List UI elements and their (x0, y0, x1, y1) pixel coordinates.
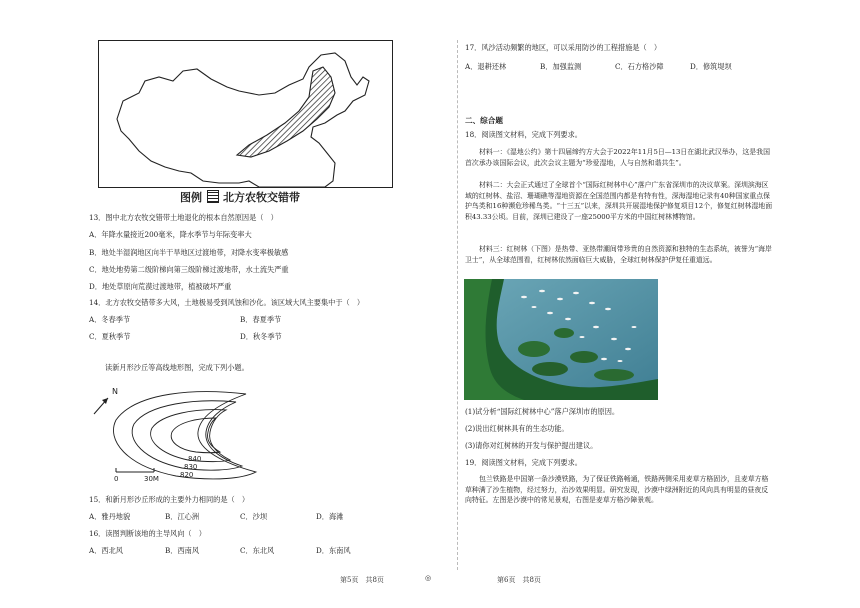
farming-pastoral-map (98, 40, 393, 188)
contour-drawing (86, 380, 276, 486)
hatch-swatch-icon (207, 190, 219, 203)
q14-option-d[interactable]: D．秋冬季节 (240, 332, 282, 341)
contour-label-830: 830 (184, 463, 198, 471)
q17-option-a[interactable]: A．退耕还林 (465, 62, 507, 71)
q16-stem: 16．读图判断该地的主导风向（ ） (89, 529, 206, 538)
farming-pastoral-belt (237, 67, 335, 157)
q15-option-b[interactable]: B．江心洲 (165, 512, 200, 521)
legend-label: 北方农牧交错带 (223, 191, 300, 204)
q15-option-c[interactable]: C．沙坝 (240, 512, 268, 521)
dune-intro: 读新月形沙丘等高线地形图，完成下列小题。 (105, 363, 249, 372)
q14-option-b[interactable]: B．春夏季节 (240, 315, 282, 324)
scale-start: 0 (114, 475, 119, 483)
q18-requirement-1: (1)试分析“国际红树林中心”落户深圳市的原因。 (465, 407, 620, 416)
q18-material-1: 材料一：《湿地公约》第十四届缔约方大会于2022年11月5日—13日在湖北武汉举办，这是我国首次承办该国际会议，此次会议主题为“珍爱湿地，人与自然和谐共生”。 (465, 148, 770, 167)
footer-right-page: 第6页 共8页 (497, 576, 541, 584)
q14-stem: 14．北方农牧交错带多大风，土地极易受到风蚀和沙化。该区域大风主要集中于（ ） (89, 298, 365, 307)
map-legend (180, 189, 300, 205)
q15-option-a[interactable]: A．雅丹地貌 (89, 512, 131, 521)
q19-stem: 19．阅读图文材料，完成下列要求。 (465, 458, 582, 467)
q16-option-c[interactable]: C．东北风 (240, 546, 275, 555)
column-divider (457, 40, 458, 570)
q14-option-a[interactable]: A．冬春季节 (89, 315, 131, 324)
q13-option-d[interactable]: D．地处草原向荒漠过渡地带，植被破坏严重 (89, 282, 232, 291)
q17-option-b[interactable]: B．加强监测 (540, 62, 582, 71)
q18-material-2: 材料二：大会正式通过了全球首个“国际红树林中心”落户广东省深圳市的决议草案。深圳滨海区域的红树林、盐沼、珊瑚礁等湿地资源在全国范围内都是有特有性，深海湿地记录有40种国家重点保护鸟类和16种濒危珍稀鸟类。“十三五”以来，深圳共开展湿地保护修复项目12个，修复红树林湿地面积43.33公顷。目前，深圳已建设了一座25000平方米的中国红树林博物馆。 (465, 181, 773, 221)
contour-label-840: 840 (188, 455, 202, 463)
q16-option-a[interactable]: A．西北风 (89, 546, 123, 555)
q13-stem: 13．图中北方农牧交错带土地退化的根本自然原因是（ ） (89, 213, 278, 222)
q13-option-b[interactable]: B．地处半湿润地区向半干旱地区过渡地带，对降水变率极敏感 (89, 248, 289, 257)
mangrove-illustration (464, 279, 658, 400)
q13-option-a[interactable]: A．年降水量接近200毫米，降水季节与年际变率大 (89, 230, 252, 239)
q15-stem: 15．和新月形沙丘形成的主要外力相同的是（ ） (89, 495, 250, 504)
q19-paragraph: 包兰铁路是中国第一条沙漠铁路，为了保证铁路畅通，铁路两侧采用麦草方格固沙，且麦草方格草种满了沙生植物，经过努力，治沙效果明显。研究发现，沙漠中绿洲附近的风向具有明显的昼夜反向特征。左图是沙漠中的常见景观，右图是麦草方格沙障景观。 (465, 475, 769, 505)
mangrove-photo (464, 279, 658, 400)
q15-option-d[interactable]: D．海滩 (316, 512, 344, 521)
q18-material-3: 材料三：红树林（下图）是热带、亚热带潮间带珍贵的自然资源和独特的生态系统，被誉为“海岸卫士”，从全球范围看，红树林依然面临巨大威胁，全球红树林保护伊复任重道远。 (465, 245, 772, 264)
section-title: 二、综合题 (465, 116, 503, 125)
contour-label-820: 820 (180, 471, 194, 479)
q17-option-d[interactable]: D．修筑堤坝 (690, 62, 732, 71)
q16-option-b[interactable]: B．西南风 (165, 546, 200, 555)
footer-left-page: 第5页 共8页 (340, 576, 384, 584)
q13-option-c[interactable]: C．地处地势第二级阶梯向第三级阶梯过渡地带，水土流失严重 (89, 265, 289, 274)
q18-requirement-3: (3)请你对红树林的开发与保护提出建议。 (465, 441, 598, 450)
china-border (117, 53, 369, 187)
q18-requirement-2: (2)说出红树林具有的生态功能。 (465, 424, 569, 433)
legend-prefix: 图例 (180, 191, 202, 204)
q14-option-c[interactable]: C．夏秋季节 (89, 332, 131, 341)
scale-end: 30M (144, 475, 159, 483)
footer-center-mark-icon: ◎ (425, 574, 432, 582)
q16-option-d[interactable]: D．东南风 (316, 546, 351, 555)
dune-contour-map (86, 380, 276, 486)
china-outline-map (99, 41, 392, 187)
north-label: N (112, 387, 118, 396)
q17-option-c[interactable]: C．石方格沙障 (615, 62, 664, 71)
q18-stem: 18．阅读图文材料，完成下列要求。 (465, 130, 582, 139)
q17-stem: 17．风沙活动频繁的地区，可以采用防沙的工程措施是（ ） (465, 43, 662, 52)
